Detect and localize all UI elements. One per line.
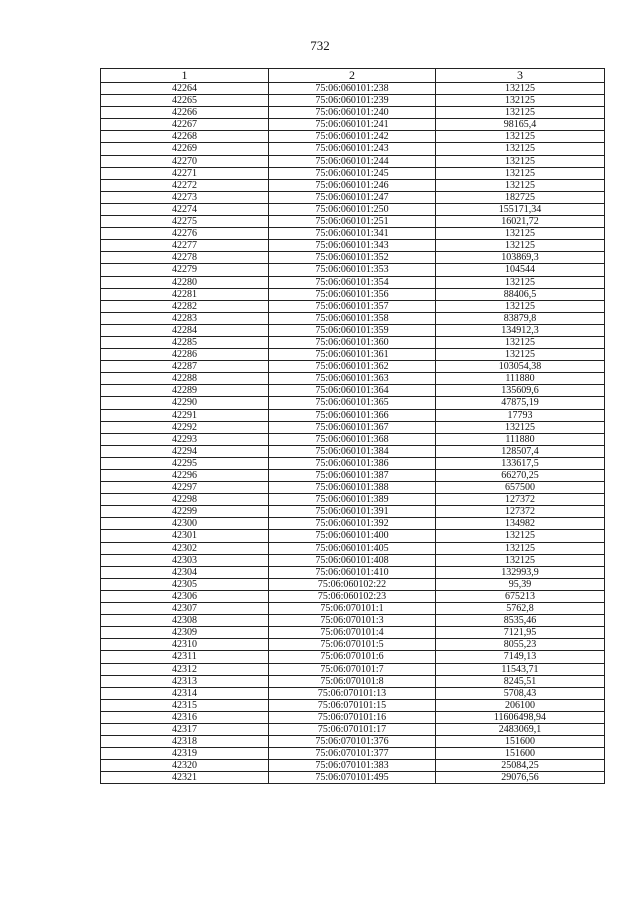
value-cell: 132125 xyxy=(436,155,605,167)
cadastral-number-cell: 75:06:060102:23 xyxy=(269,590,436,602)
row-number-cell: 42275 xyxy=(101,216,269,228)
value-cell: 182725 xyxy=(436,191,605,203)
table-row xyxy=(101,300,605,312)
row-number-cell: 42265 xyxy=(101,95,269,107)
cadastral-number-cell: 75:06:060101:243 xyxy=(269,143,436,155)
value-cell: 132125 xyxy=(436,542,605,554)
cadastral-number-cell: 75:06:060101:386 xyxy=(269,457,436,469)
value-cell: 103869,3 xyxy=(436,252,605,264)
row-number-cell: 42305 xyxy=(101,578,269,590)
cadastral-number-cell: 75:06:070101:495 xyxy=(269,772,436,784)
value-cell: 103054,38 xyxy=(436,361,605,373)
value-cell: 47875,19 xyxy=(436,397,605,409)
cadastral-number-cell: 75:06:060101:250 xyxy=(269,203,436,215)
row-number-cell: 42273 xyxy=(101,191,269,203)
value-cell: 95,39 xyxy=(436,578,605,590)
value-cell: 127372 xyxy=(436,506,605,518)
row-number-cell: 42316 xyxy=(101,711,269,723)
table-row xyxy=(101,312,605,324)
row-number-cell: 42320 xyxy=(101,760,269,772)
row-number-cell: 42300 xyxy=(101,518,269,530)
cadastral-number-cell: 75:06:070101:383 xyxy=(269,760,436,772)
table-row xyxy=(101,470,605,482)
row-number-cell: 42303 xyxy=(101,554,269,566)
row-number-cell: 42307 xyxy=(101,603,269,615)
table-row xyxy=(101,711,605,723)
table-row xyxy=(101,675,605,687)
row-number-cell: 42286 xyxy=(101,349,269,361)
value-cell: 132125 xyxy=(436,167,605,179)
cadastral-number-cell: 75:06:070101:5 xyxy=(269,639,436,651)
cadastral-number-cell: 75:06:070101:377 xyxy=(269,748,436,760)
table-row xyxy=(101,252,605,264)
row-number-cell: 42285 xyxy=(101,336,269,348)
row-number-cell: 42313 xyxy=(101,675,269,687)
value-cell: 133617,5 xyxy=(436,457,605,469)
value-cell: 7149,13 xyxy=(436,651,605,663)
value-cell: 155171,34 xyxy=(436,203,605,215)
table-row xyxy=(101,663,605,675)
cadastral-number-cell: 75:06:070101:17 xyxy=(269,723,436,735)
table-row xyxy=(101,288,605,300)
column-header-2: 2 xyxy=(269,69,436,83)
value-cell: 151600 xyxy=(436,736,605,748)
row-number-cell: 42290 xyxy=(101,397,269,409)
value-cell: 132125 xyxy=(436,240,605,252)
row-number-cell: 42310 xyxy=(101,639,269,651)
cadastral-number-cell: 75:06:070101:4 xyxy=(269,627,436,639)
table-row xyxy=(101,760,605,772)
table-row xyxy=(101,603,605,615)
cadastral-number-cell: 75:06:060101:247 xyxy=(269,191,436,203)
cadastral-number-cell: 75:06:060102:22 xyxy=(269,578,436,590)
table-row xyxy=(101,228,605,240)
value-cell: 8055,23 xyxy=(436,639,605,651)
cadastral-number-cell: 75:06:060101:251 xyxy=(269,216,436,228)
cadastral-number-cell: 75:06:060101:392 xyxy=(269,518,436,530)
table-row xyxy=(101,216,605,228)
row-number-cell: 42264 xyxy=(101,83,269,95)
cadastral-number-cell: 75:06:060101:384 xyxy=(269,445,436,457)
row-number-cell: 42279 xyxy=(101,264,269,276)
row-number-cell: 42302 xyxy=(101,542,269,554)
value-cell: 132125 xyxy=(436,143,605,155)
row-number-cell: 42270 xyxy=(101,155,269,167)
table-row xyxy=(101,482,605,494)
value-cell: 206100 xyxy=(436,699,605,711)
value-cell: 25084,25 xyxy=(436,760,605,772)
value-cell: 111880 xyxy=(436,433,605,445)
table-row xyxy=(101,119,605,131)
cadastral-number-cell: 75:06:060101:364 xyxy=(269,385,436,397)
row-number-cell: 42268 xyxy=(101,131,269,143)
value-cell: 132125 xyxy=(436,83,605,95)
row-number-cell: 42281 xyxy=(101,288,269,300)
value-cell: 132125 xyxy=(436,107,605,119)
table-row xyxy=(101,409,605,421)
value-cell: 127372 xyxy=(436,494,605,506)
row-number-cell: 42297 xyxy=(101,482,269,494)
table-row xyxy=(101,566,605,578)
value-cell: 151600 xyxy=(436,748,605,760)
row-number-cell: 42319 xyxy=(101,748,269,760)
row-number-cell: 42284 xyxy=(101,324,269,336)
cadastral-number-cell: 75:06:070101:13 xyxy=(269,687,436,699)
table-row xyxy=(101,736,605,748)
row-number-cell: 42267 xyxy=(101,119,269,131)
value-cell: 132125 xyxy=(436,421,605,433)
value-cell: 135609,6 xyxy=(436,385,605,397)
cadastral-number-cell: 75:06:060101:358 xyxy=(269,312,436,324)
cadastral-number-cell: 75:06:060101:388 xyxy=(269,482,436,494)
table-row xyxy=(101,542,605,554)
value-cell: 132125 xyxy=(436,95,605,107)
row-number-cell: 42306 xyxy=(101,590,269,602)
row-number-cell: 42280 xyxy=(101,276,269,288)
cadastral-number-cell: 75:06:060101:352 xyxy=(269,252,436,264)
cadastral-number-cell: 75:06:060101:405 xyxy=(269,542,436,554)
value-cell: 8535,46 xyxy=(436,615,605,627)
value-cell: 132993,9 xyxy=(436,566,605,578)
table-row xyxy=(101,361,605,373)
value-cell: 132125 xyxy=(436,276,605,288)
cadastral-number-cell: 75:06:060101:410 xyxy=(269,566,436,578)
table-row xyxy=(101,373,605,385)
table-row xyxy=(101,772,605,784)
row-number-cell: 42314 xyxy=(101,687,269,699)
value-cell: 132125 xyxy=(436,530,605,542)
cadastral-number-cell: 75:06:060101:354 xyxy=(269,276,436,288)
row-number-cell: 42277 xyxy=(101,240,269,252)
cadastral-number-cell: 75:06:060101:241 xyxy=(269,119,436,131)
row-number-cell: 42321 xyxy=(101,772,269,784)
cadastral-number-cell: 75:06:060101:359 xyxy=(269,324,436,336)
cadastral-number-cell: 75:06:070101:7 xyxy=(269,663,436,675)
value-cell: 132125 xyxy=(436,554,605,566)
cadastral-number-cell: 75:06:070101:3 xyxy=(269,615,436,627)
row-number-cell: 42276 xyxy=(101,228,269,240)
table-row xyxy=(101,385,605,397)
cadastral-number-cell: 75:06:070101:376 xyxy=(269,736,436,748)
row-number-cell: 42269 xyxy=(101,143,269,155)
row-number-cell: 42294 xyxy=(101,445,269,457)
cadastral-number-cell: 75:06:060101:387 xyxy=(269,470,436,482)
row-number-cell: 42266 xyxy=(101,107,269,119)
table-row xyxy=(101,191,605,203)
cadastral-number-cell: 75:06:070101:6 xyxy=(269,651,436,663)
row-number-cell: 42298 xyxy=(101,494,269,506)
table-row xyxy=(101,506,605,518)
value-cell: 132125 xyxy=(436,349,605,361)
data-table xyxy=(100,68,605,784)
value-cell: 657500 xyxy=(436,482,605,494)
value-cell: 16021,72 xyxy=(436,216,605,228)
row-number-cell: 42296 xyxy=(101,470,269,482)
value-cell: 11543,71 xyxy=(436,663,605,675)
table-row xyxy=(101,518,605,530)
table-row xyxy=(101,179,605,191)
cadastral-number-cell: 75:06:060101:389 xyxy=(269,494,436,506)
table-row xyxy=(101,627,605,639)
cadastral-number-cell: 75:06:060101:356 xyxy=(269,288,436,300)
page-number: 732 xyxy=(310,38,330,53)
value-cell: 134982 xyxy=(436,518,605,530)
cadastral-number-cell: 75:06:060101:238 xyxy=(269,83,436,95)
value-cell: 88406,5 xyxy=(436,288,605,300)
table-row xyxy=(101,457,605,469)
value-cell: 17793 xyxy=(436,409,605,421)
value-cell: 128507,4 xyxy=(436,445,605,457)
cadastral-number-cell: 75:06:060101:357 xyxy=(269,300,436,312)
cadastral-number-cell: 75:06:060101:246 xyxy=(269,179,436,191)
column-header-3: 3 xyxy=(436,69,605,83)
table-row xyxy=(101,349,605,361)
table-row xyxy=(101,433,605,445)
table-row xyxy=(101,699,605,711)
value-cell: 11606498,94 xyxy=(436,711,605,723)
cadastral-number-cell: 75:06:060101:244 xyxy=(269,155,436,167)
table-row xyxy=(101,554,605,566)
value-cell: 132125 xyxy=(436,336,605,348)
value-cell: 83879,8 xyxy=(436,312,605,324)
cadastral-number-cell: 75:06:060101:367 xyxy=(269,421,436,433)
value-cell: 132125 xyxy=(436,179,605,191)
header-row xyxy=(101,69,605,83)
cadastral-number-cell: 75:06:060101:343 xyxy=(269,240,436,252)
table-row xyxy=(101,95,605,107)
cadastral-number-cell: 75:06:070101:16 xyxy=(269,711,436,723)
cadastral-number-cell: 75:06:070101:8 xyxy=(269,675,436,687)
table-row xyxy=(101,530,605,542)
row-number-cell: 42309 xyxy=(101,627,269,639)
value-cell: 111880 xyxy=(436,373,605,385)
table-body xyxy=(101,83,605,784)
table-row xyxy=(101,240,605,252)
table-row xyxy=(101,639,605,651)
table-row xyxy=(101,445,605,457)
table-row xyxy=(101,324,605,336)
table-row xyxy=(101,578,605,590)
cadastral-number-cell: 75:06:060101:353 xyxy=(269,264,436,276)
row-number-cell: 42308 xyxy=(101,615,269,627)
row-number-cell: 42317 xyxy=(101,723,269,735)
value-cell: 2483069,1 xyxy=(436,723,605,735)
value-cell: 134912,3 xyxy=(436,324,605,336)
table-row xyxy=(101,167,605,179)
value-cell: 132125 xyxy=(436,228,605,240)
table-row xyxy=(101,336,605,348)
table-row xyxy=(101,276,605,288)
cadastral-number-cell: 75:06:060101:341 xyxy=(269,228,436,240)
cadastral-number-cell: 75:06:060101:366 xyxy=(269,409,436,421)
table-row xyxy=(101,264,605,276)
cadastral-number-cell: 75:06:060101:240 xyxy=(269,107,436,119)
cadastral-number-cell: 75:06:060101:245 xyxy=(269,167,436,179)
table-row xyxy=(101,687,605,699)
table-row xyxy=(101,494,605,506)
table-row xyxy=(101,203,605,215)
cadastral-number-cell: 75:06:060101:365 xyxy=(269,397,436,409)
row-number-cell: 42301 xyxy=(101,530,269,542)
value-cell: 132125 xyxy=(436,131,605,143)
table-row xyxy=(101,421,605,433)
row-number-cell: 42272 xyxy=(101,179,269,191)
cadastral-number-cell: 75:06:070101:15 xyxy=(269,699,436,711)
row-number-cell: 42289 xyxy=(101,385,269,397)
table-row xyxy=(101,131,605,143)
table-row xyxy=(101,143,605,155)
row-number-cell: 42291 xyxy=(101,409,269,421)
row-number-cell: 42311 xyxy=(101,651,269,663)
table-row xyxy=(101,155,605,167)
row-number-cell: 42292 xyxy=(101,421,269,433)
table-row xyxy=(101,615,605,627)
row-number-cell: 42271 xyxy=(101,167,269,179)
table-row xyxy=(101,651,605,663)
table-row xyxy=(101,397,605,409)
value-cell: 5708,43 xyxy=(436,687,605,699)
row-number-cell: 42299 xyxy=(101,506,269,518)
cadastral-number-cell: 75:06:060101:400 xyxy=(269,530,436,542)
cadastral-number-cell: 75:06:060101:242 xyxy=(269,131,436,143)
row-number-cell: 42282 xyxy=(101,300,269,312)
cadastral-number-cell: 75:06:060101:361 xyxy=(269,349,436,361)
row-number-cell: 42278 xyxy=(101,252,269,264)
cadastral-number-cell: 75:06:060101:363 xyxy=(269,373,436,385)
value-cell: 29076,56 xyxy=(436,772,605,784)
row-number-cell: 42274 xyxy=(101,203,269,215)
row-number-cell: 42318 xyxy=(101,736,269,748)
value-cell: 104544 xyxy=(436,264,605,276)
row-number-cell: 42283 xyxy=(101,312,269,324)
table-row xyxy=(101,107,605,119)
table-row xyxy=(101,748,605,760)
row-number-cell: 42295 xyxy=(101,457,269,469)
value-cell: 675213 xyxy=(436,590,605,602)
cadastral-number-cell: 75:06:060101:391 xyxy=(269,506,436,518)
cadastral-number-cell: 75:06:060101:368 xyxy=(269,433,436,445)
row-number-cell: 42287 xyxy=(101,361,269,373)
row-number-cell: 42288 xyxy=(101,373,269,385)
table-row xyxy=(101,83,605,95)
row-number-cell: 42315 xyxy=(101,699,269,711)
value-cell: 98165,4 xyxy=(436,119,605,131)
table-row xyxy=(101,590,605,602)
column-header-1: 1 xyxy=(101,69,269,83)
table-row xyxy=(101,723,605,735)
cadastral-number-cell: 75:06:060101:362 xyxy=(269,361,436,373)
value-cell: 7121,95 xyxy=(436,627,605,639)
cadastral-number-cell: 75:06:060101:239 xyxy=(269,95,436,107)
cadastral-number-cell: 75:06:060101:408 xyxy=(269,554,436,566)
row-number-cell: 42293 xyxy=(101,433,269,445)
row-number-cell: 42312 xyxy=(101,663,269,675)
cadastral-number-cell: 75:06:070101:1 xyxy=(269,603,436,615)
value-cell: 8245,51 xyxy=(436,675,605,687)
cadastral-number-cell: 75:06:060101:360 xyxy=(269,336,436,348)
value-cell: 5762,8 xyxy=(436,603,605,615)
row-number-cell: 42304 xyxy=(101,566,269,578)
value-cell: 132125 xyxy=(436,300,605,312)
value-cell: 66270,25 xyxy=(436,470,605,482)
